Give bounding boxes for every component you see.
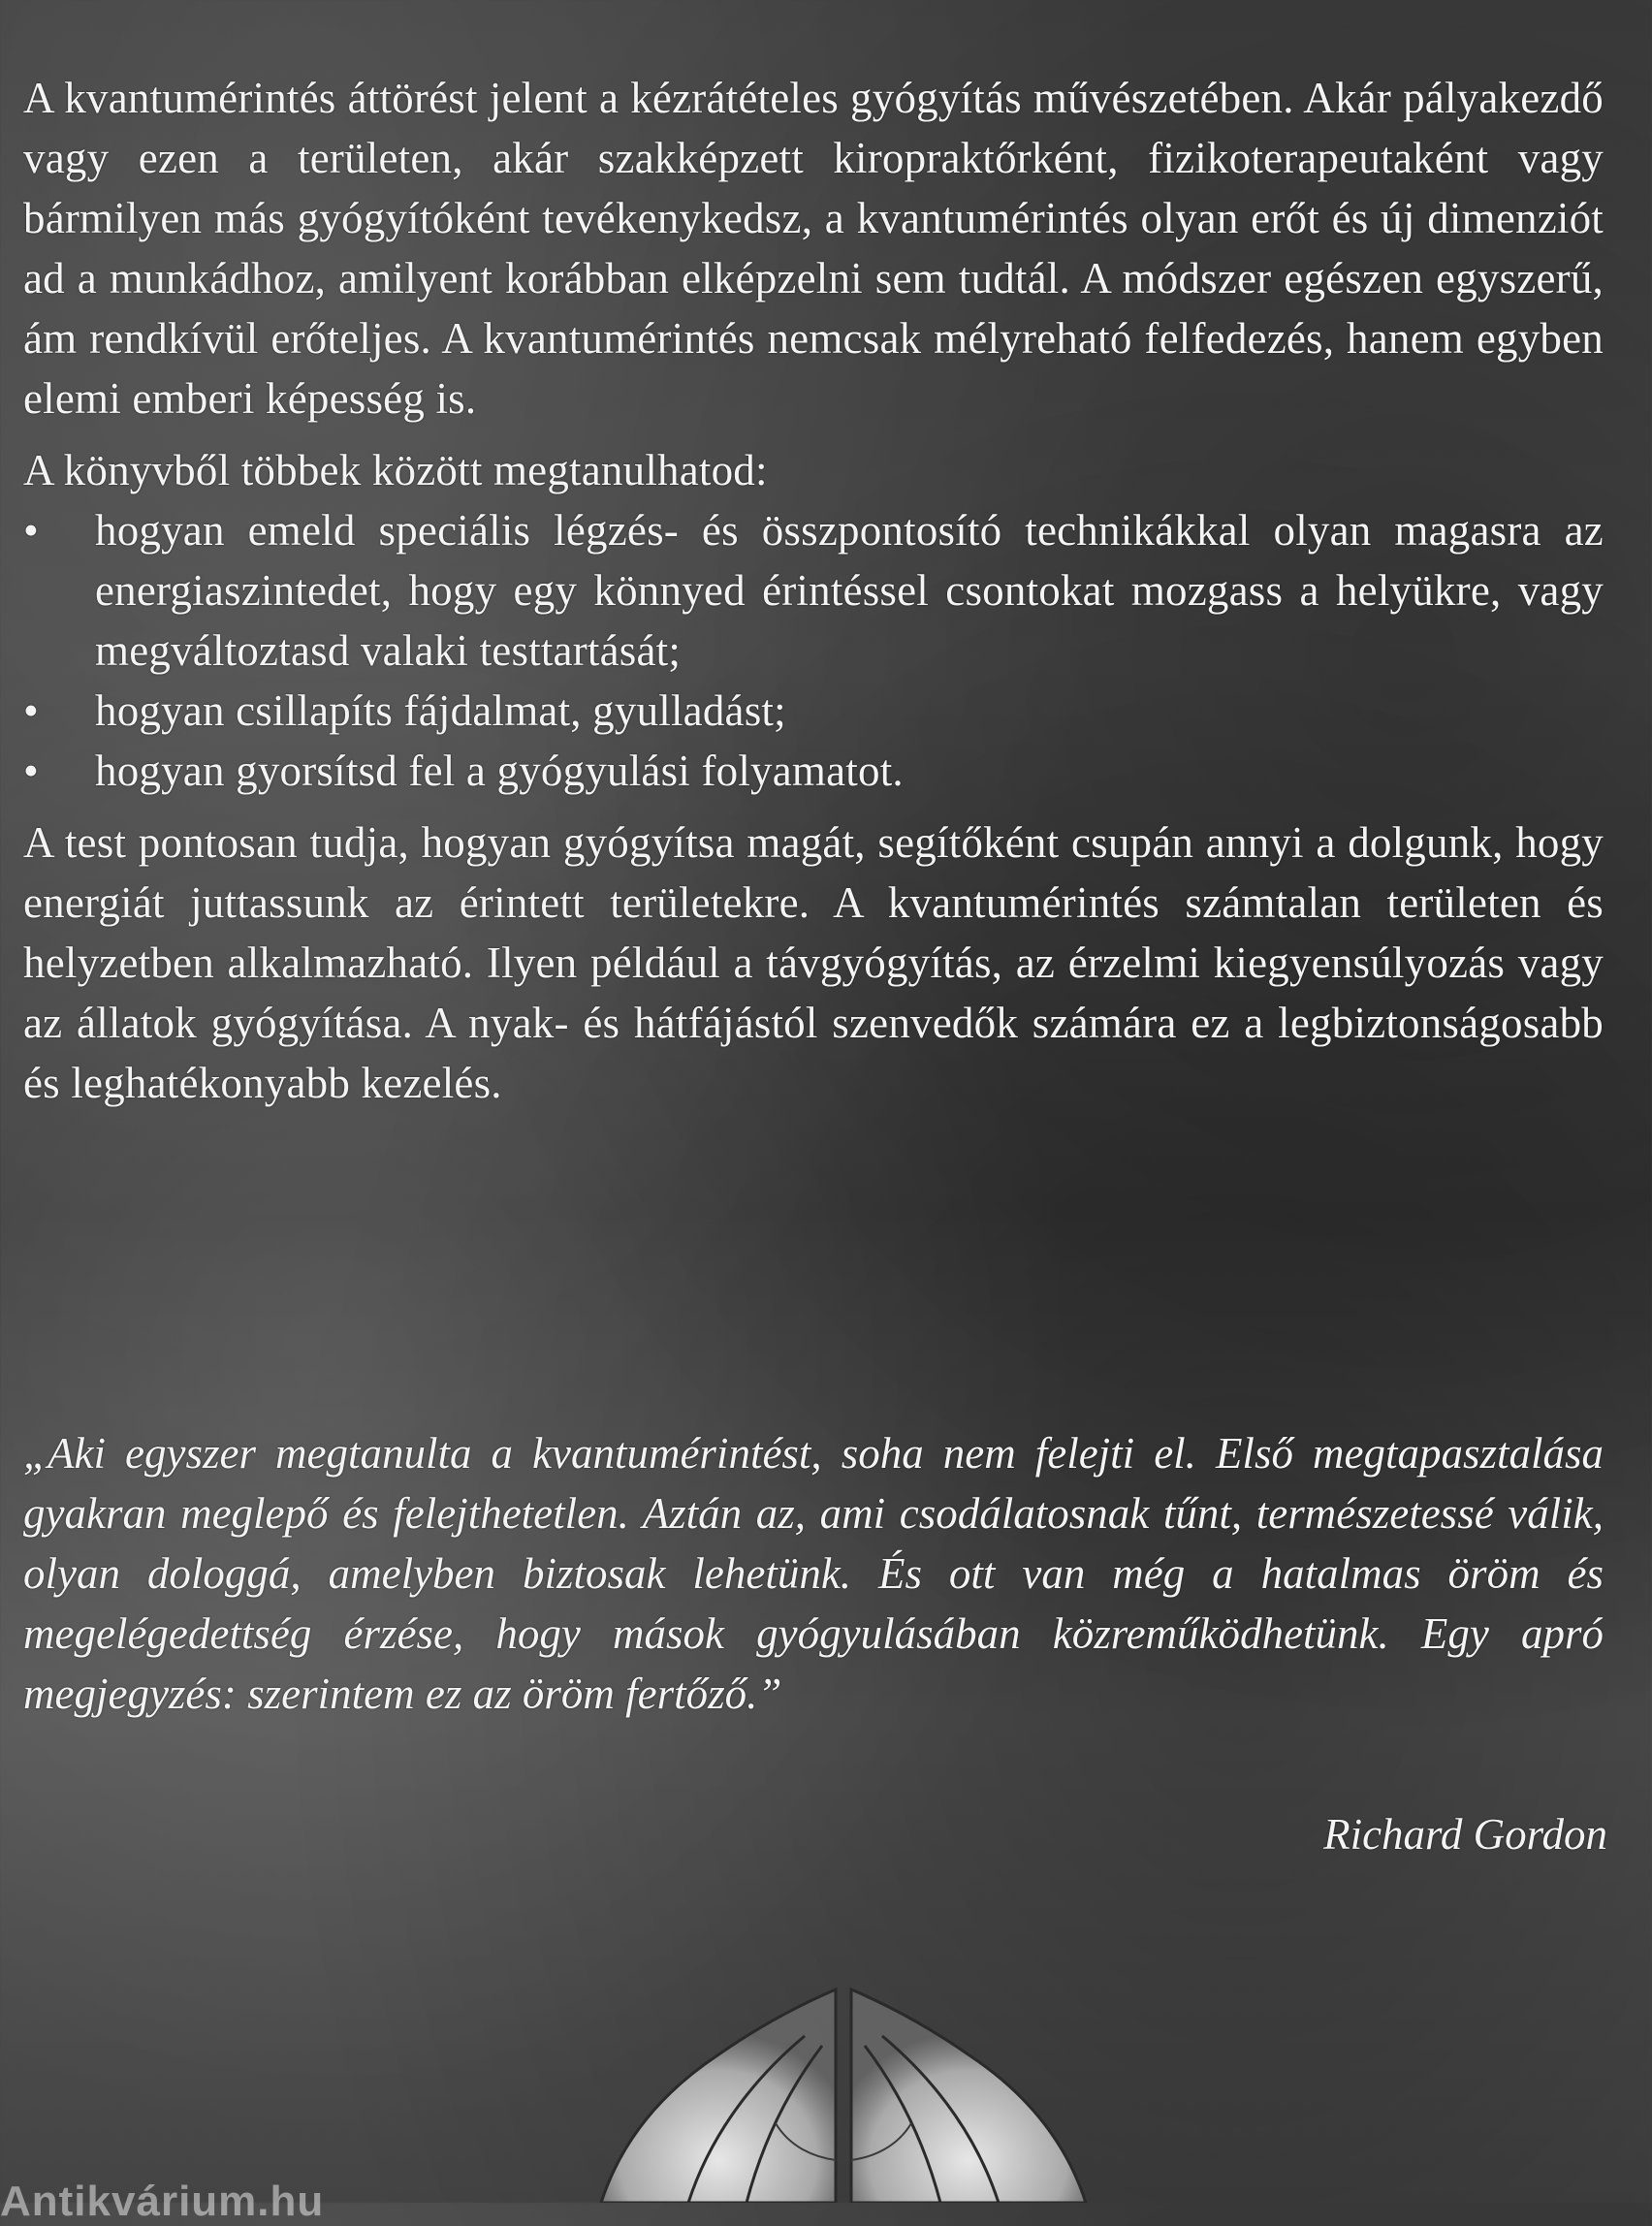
list-item <box>23 681 1604 741</box>
list-item-text: hogyan csillapíts fájdalmat, gyulladást; <box>95 686 786 735</box>
bullet-icon: • <box>23 686 39 735</box>
list-item <box>23 500 1604 681</box>
body-paragraph: A test pontosan tudja, hogyan gyógyítsa magát, segítőként csupán annyi a dolgunk, hogy energiát juttassunk az érintett területekre. A kvantumérintés számtalan területen és helyzetben alkalmazható. Ilyen például a távgyógyítás, az érzelmi kiegyensúlyozás vagy az állatok gyógyítása. A nyak- és hátfájástól szenvedők számára ez a legbiztonságosabb és leghatékonyabb kezelés. <box>23 818 1604 1107</box>
hands-illustration-icon <box>582 1978 1105 2203</box>
learning-list <box>23 500 1604 801</box>
bullet-icon: • <box>23 747 39 795</box>
list-item <box>23 741 1604 801</box>
blurb-text <box>23 68 1604 1113</box>
bullet-icon: • <box>23 506 39 555</box>
list-item-text: hogyan gyorsítsd fel a gyógyulási folyamatot. <box>95 747 904 795</box>
quote-text: „Aki egyszer megtanulta a kvantumérintést, soha nem felejti el. Első megtapasztalása gyakran meglepő és felejthetetlen. Aztán az, ami csodálatosnak tűnt, természetessé válik, olyan dologgá, amelyben biztosak lehetünk. És ott van még a hatalmas öröm és megelégedettség érzése, hogy mások gyógyulásában közreműködhetünk. Egy apró megjegyzés: szerintem ez az öröm fertőző.” <box>23 1429 1604 1718</box>
testimonial-quote <box>23 1423 1604 1724</box>
list-item-text: hogyan emeld speciális légzés- és összpontosító technikákkal olyan magasra az energiaszintedet, hogy egy könnyed érintéssel csontokat mozgass a helyükre, vagy megváltoztasd valaki testtartását; <box>95 506 1604 675</box>
intro-paragraph: A kvantumérintés áttörést jelent a kézrátételes gyógyítás művészetében. Akár pályakezdő vagy ezen a területen, akár szakképzett kiropraktőrként, fizikoterapeutaként vagy bármilyen más gyógyítóként tevékenykedsz, a kvantumérintés olyan erőt és új dimenziót ad a munkádhoz, amilyent korábban elképzelni sem tudtál. A módszer egészen egyszerű, ám rendkívül erőteljes. A kvantumérintés nemcsak mélyreható felfedezés, hanem egyben elemi emberi képesség is. <box>23 74 1604 423</box>
list-intro: A könyvből többek között megtanulhatod: <box>23 446 768 494</box>
quote-author: Richard Gordon <box>1323 1810 1607 1859</box>
watermark-text: Antikvárium.hu <box>0 2178 325 2225</box>
